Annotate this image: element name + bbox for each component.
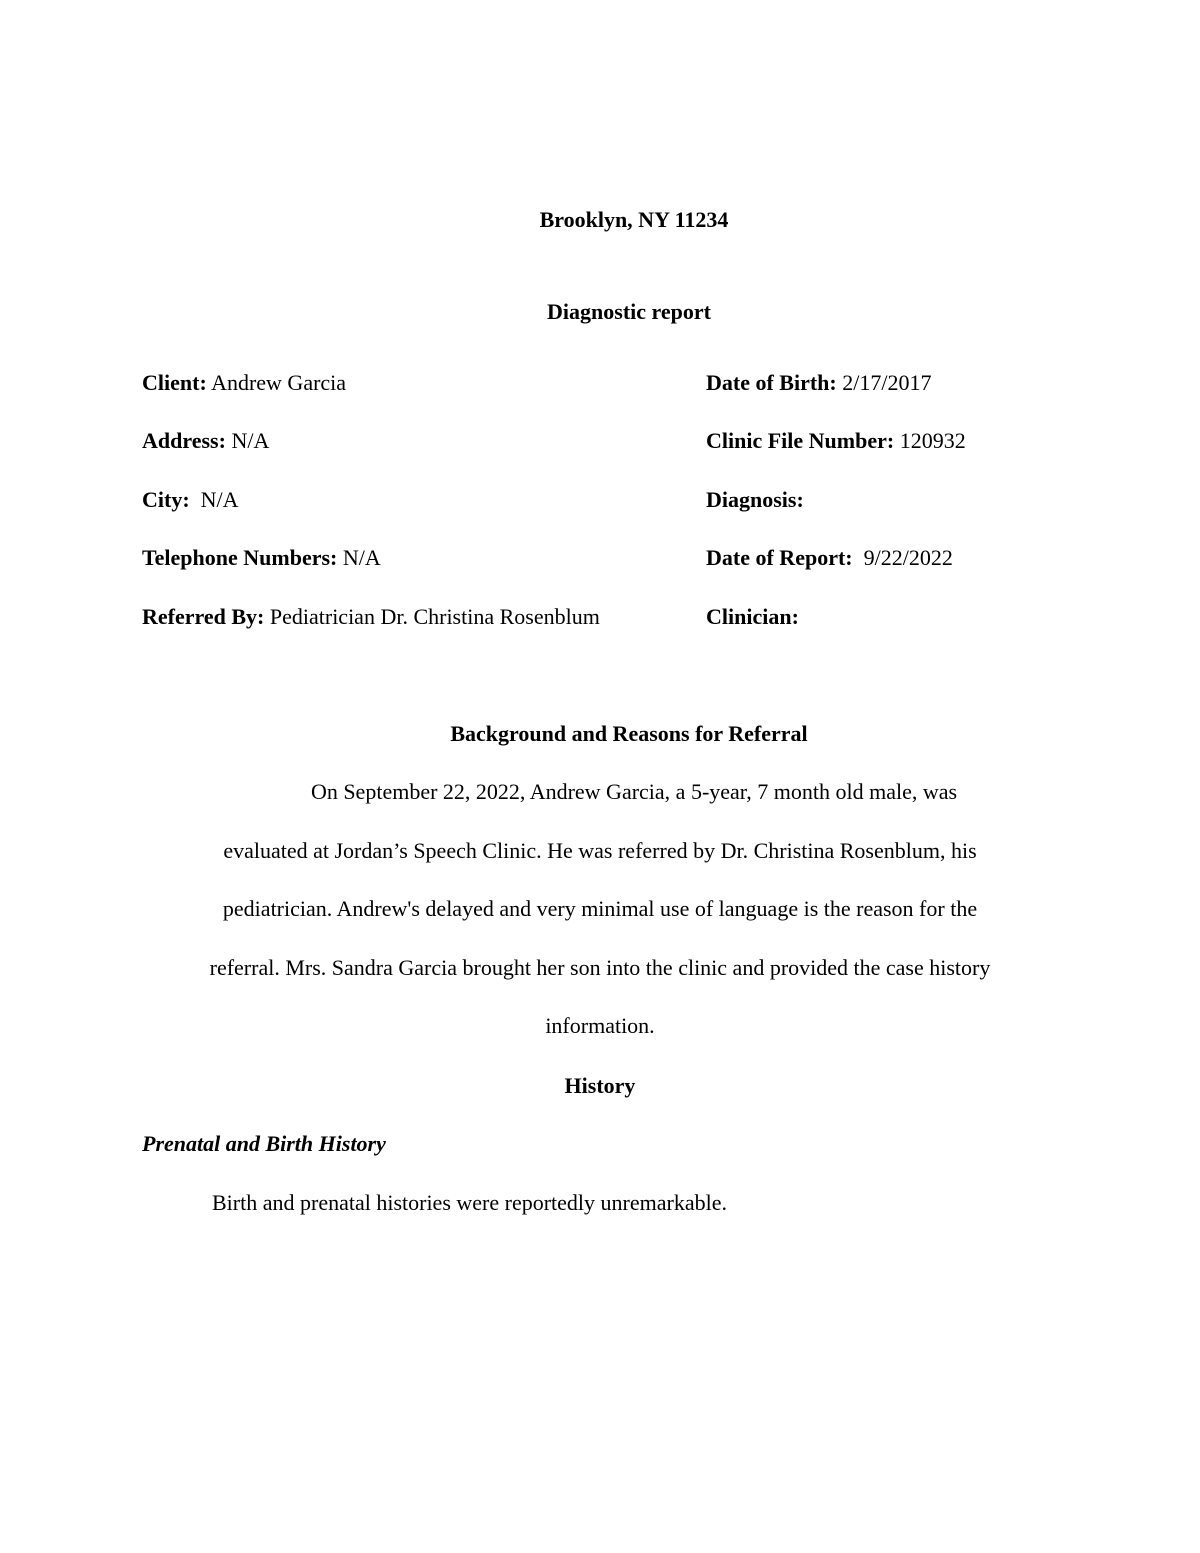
- field-label: Date of Report:: [706, 545, 853, 570]
- field-label: Clinician:: [706, 604, 799, 629]
- field-client: [142, 370, 346, 396]
- background-line: On September 22, 2022, Andrew Garcia, a 5-year, 7 month old male, was: [310, 779, 958, 804]
- field-value: N/A: [231, 428, 270, 453]
- field-date-of-birth: [706, 370, 931, 396]
- prenatal-subheading: Prenatal and Birth History: [142, 1131, 386, 1156]
- field-label: Referred By:: [142, 604, 265, 629]
- background-line: pediatrician. Andrew's delayed and very minimal use of language is the reason for the: [222, 896, 978, 921]
- field-value: N/A: [342, 545, 381, 570]
- background-line: referral. Mrs. Sandra Garcia brought her son into the clinic and provided the case history: [209, 955, 991, 980]
- prenatal-text: Birth and prenatal histories were reportedly unremarkable.: [212, 1190, 727, 1215]
- field-date-of-report: [706, 545, 953, 571]
- page-title: Diagnostic report: [547, 299, 711, 324]
- field-value: Andrew Garcia: [211, 370, 347, 395]
- field-value: 120932: [899, 428, 966, 453]
- history-heading: History: [564, 1073, 636, 1098]
- field-telephone: [142, 545, 381, 571]
- field-value: Pediatrician Dr. Christina Rosenblum: [269, 604, 600, 629]
- field-label: City:: [142, 487, 190, 512]
- field-label: Address:: [142, 428, 226, 453]
- field-clinic-file-number: [706, 428, 966, 454]
- background-line: evaluated at Jordan’s Speech Clinic. He was referred by Dr. Christina Rosenblum, his: [223, 838, 977, 863]
- field-clinician: [706, 604, 799, 630]
- field-label: Clinic File Number:: [706, 428, 895, 453]
- field-value: N/A: [200, 487, 239, 512]
- background-line: information.: [545, 1013, 655, 1038]
- field-label: Client:: [142, 370, 207, 395]
- field-label: Diagnosis:: [706, 487, 804, 512]
- field-address: [142, 428, 269, 454]
- field-value: 9/22/2022: [863, 545, 953, 570]
- field-label: Date of Birth:: [706, 370, 837, 395]
- background-heading: Background and Reasons for Referral: [450, 721, 808, 746]
- address-line: Brooklyn, NY 11234: [539, 207, 729, 232]
- field-value: 2/17/2017: [842, 370, 932, 395]
- field-city: [142, 487, 239, 513]
- field-label: Telephone Numbers:: [142, 545, 338, 570]
- field-diagnosis: [706, 487, 804, 513]
- field-referred-by: [142, 604, 600, 630]
